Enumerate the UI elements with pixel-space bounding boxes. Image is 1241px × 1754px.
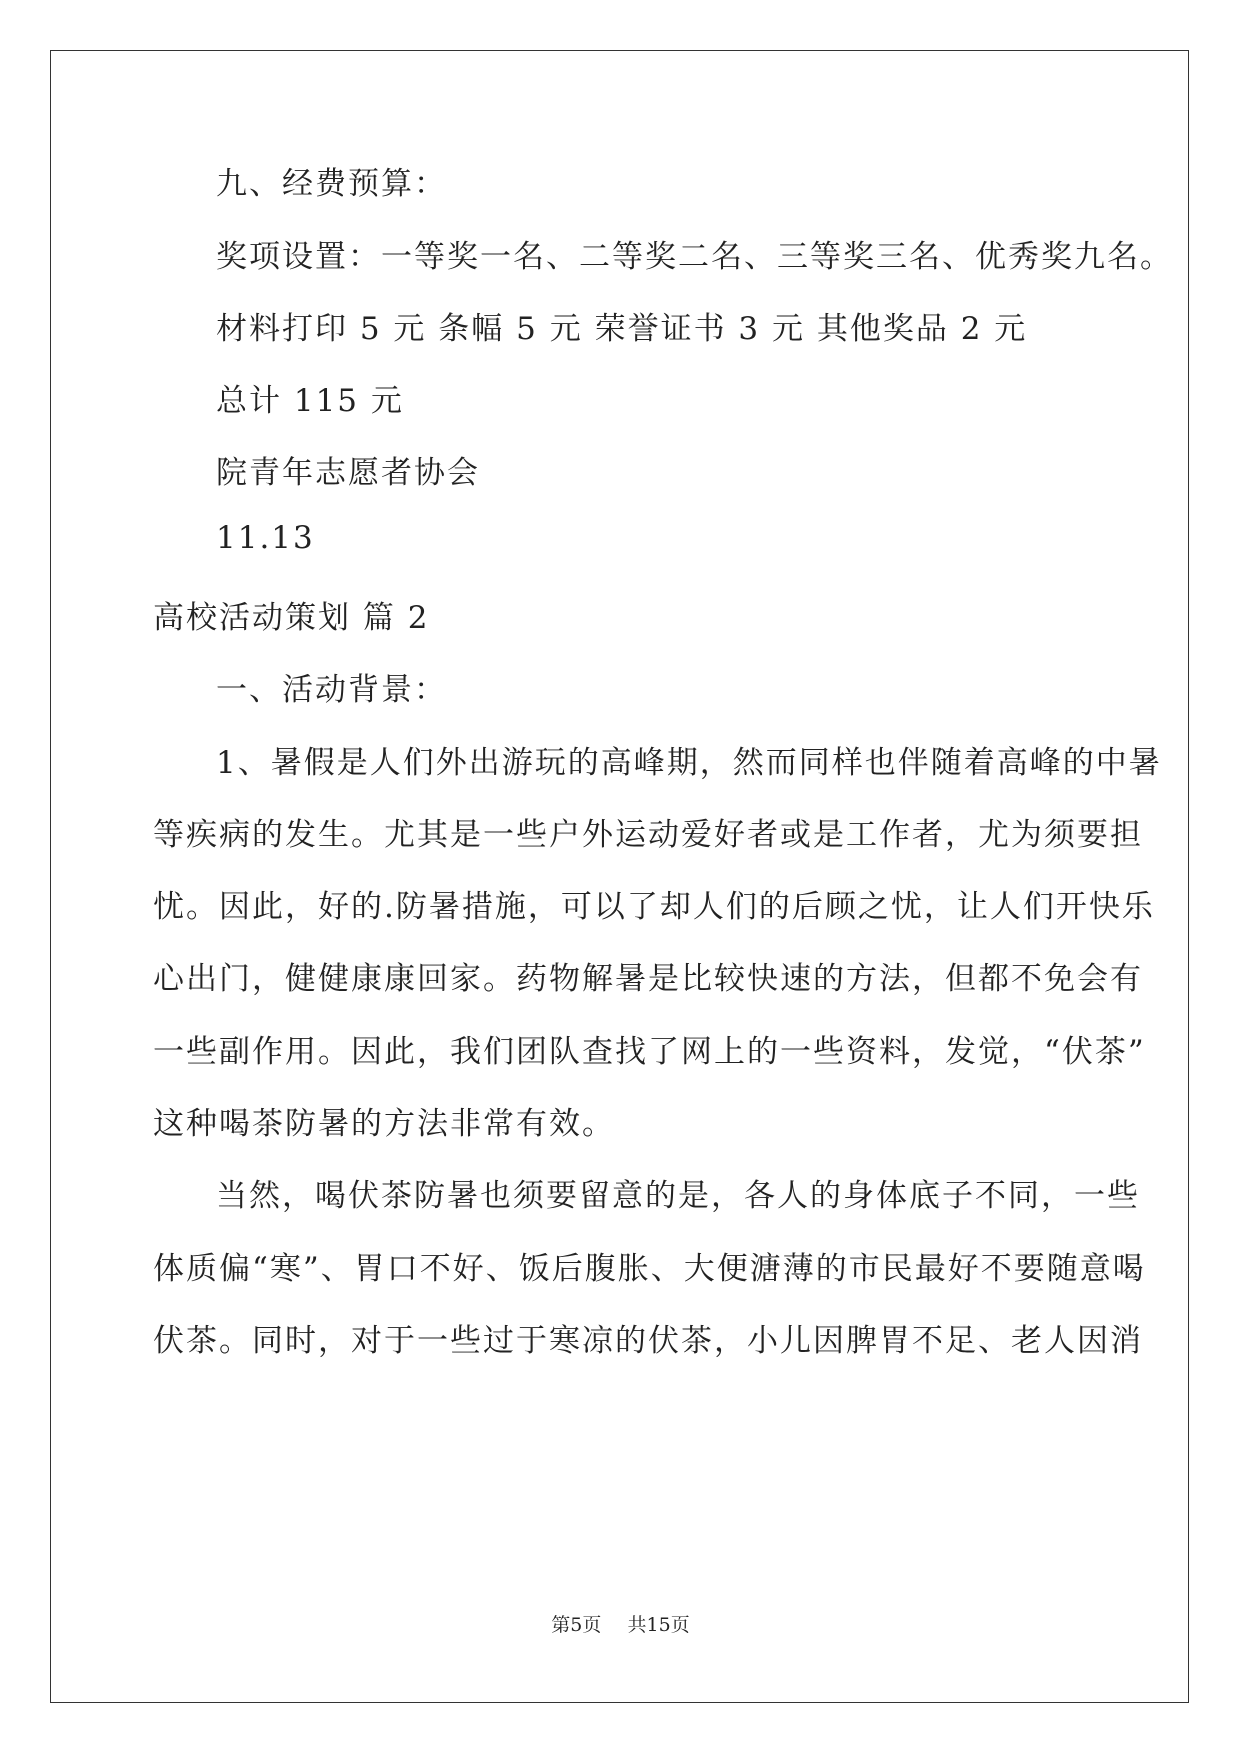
page-number: 第5页 <box>551 1614 602 1636</box>
text-line-costs: 材料打印 5 元 条幅 5 元 荣誉证书 3 元 其他奖品 2 元 <box>216 311 1028 347</box>
page-border <box>50 50 1189 1703</box>
section-heading-background: 一、活动背景： <box>216 672 447 708</box>
section-heading-budget: 九、经费预算： <box>216 166 447 202</box>
paragraph-line: 等疾病的发生。尤其是一些户外运动爱好者或是工作者，尤为须要担 <box>153 817 1143 853</box>
page-total: 共15页 <box>627 1614 690 1636</box>
organization-name: 院青年志愿者协会 <box>216 455 480 491</box>
text-line-awards: 奖项设置：一等奖一名、二等奖二名、三等奖三名、优秀奖九名。 <box>216 239 1173 275</box>
date-line: 11.13 <box>216 520 315 556</box>
paragraph-line: 这种喝茶防暑的方法非常有效。 <box>153 1106 615 1142</box>
paragraph-line: 伏茶。同时，对于一些过于寒凉的伏茶，小儿因脾胃不足、老人因消 <box>153 1323 1143 1359</box>
article-title: 高校活动策划 篇 2 <box>153 600 430 636</box>
paragraph-line: 忧。因此，好的.防暑措施，可以了却人们的后顾之忧，让人们开快乐 <box>153 889 1155 925</box>
text-line-total: 总计 115 元 <box>216 383 404 419</box>
paragraph-line: 体质偏“寒”、胃口不好、饭后腹胀、大便溏薄的市民最好不要随意喝 <box>153 1251 1146 1287</box>
paragraph-line: 一些副作用。因此，我们团队查找了网上的一些资料，发觉，“伏茶” <box>153 1034 1146 1070</box>
paragraph-line: 当然，喝伏茶防暑也须要留意的是，各人的身体底子不同，一些 <box>216 1178 1140 1214</box>
paragraph-line: 心出门，健健康康回家。药物解暑是比较快速的方法，但都不免会有 <box>153 961 1143 997</box>
paragraph-line: 1、暑假是人们外出游玩的高峰期，然而同样也伴随着高峰的中暑 <box>216 745 1162 781</box>
page-footer <box>0 1610 1241 1637</box>
